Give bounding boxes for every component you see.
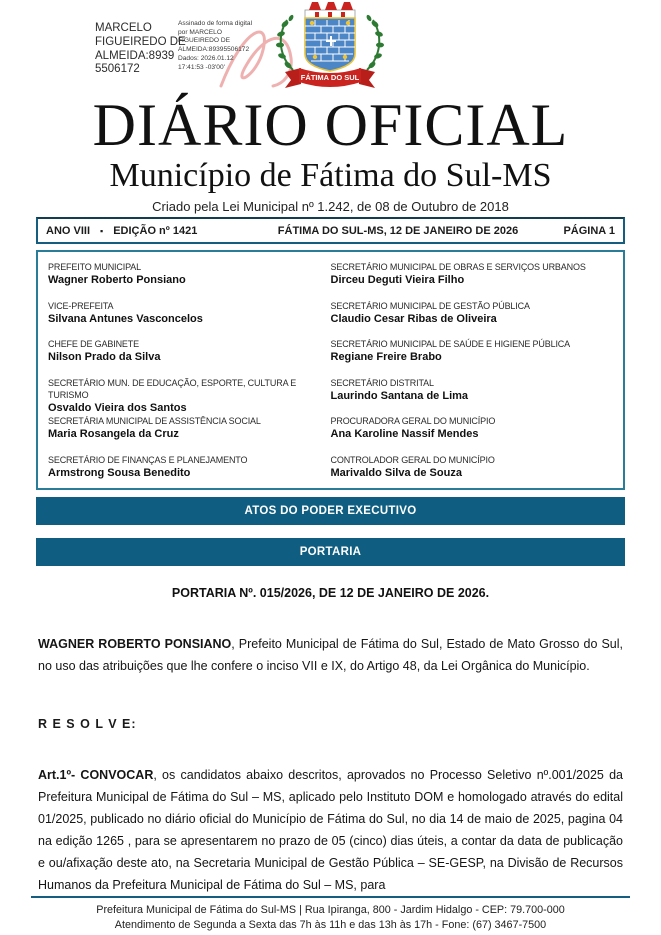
edition-year: ANO VIII [46, 224, 91, 237]
page-footer [31, 896, 630, 933]
official-entry [48, 261, 325, 300]
gazette-subtitle: Município de Fátima do Sul-MS [109, 157, 552, 194]
edition-left [46, 225, 261, 237]
separator-square-icon: ▪ [100, 225, 104, 236]
signer-name: MARCELO FIGUEIREDO DE ALMEIDA:8939 5506172 [95, 22, 186, 76]
official-role: SECRETÁRIO DISTRITAL [330, 377, 434, 388]
edition-bar [36, 217, 625, 244]
section-bar-portaria: PORTARIA [36, 538, 625, 566]
official-name: Armstrong Sousa Benedito [48, 466, 191, 479]
footer-hours-phone: Atendimento de Segunda a Sexta das 7h às 11h e das 13h às 17h - Fone: (67) 3467-7500 [114, 919, 547, 931]
portaria-heading: PORTARIA Nº. 015/2026, DE 12 DE JANEIRO DE 2026. [171, 586, 490, 600]
official-name: Wagner Roberto Ponsiano [48, 274, 186, 286]
official-role: CONTROLADOR GERAL DO MUNICÍPIO [330, 454, 495, 465]
mural-crown-icon [305, 2, 355, 18]
gazette-title: DIÁRIO OFICIAL [92, 92, 569, 158]
signature-details: Assinado de forma digital por MARCELO FIGUEIREDO DE ALMEIDA:89395506172 Dados: 2026.01.12 17:41:53 -03'00' [178, 20, 253, 71]
article-1-bold: Art.1º- CONVOCAR [38, 768, 154, 782]
edition-number: EDIÇÃO nº 1421 [113, 224, 198, 237]
official-entry [331, 261, 608, 300]
official-role: SECRETÁRIA MUNICIPAL DE ASSISTÊNCIA SOCIAL [48, 416, 261, 426]
official-name: Marivaldo Silva de Souza [330, 466, 462, 479]
page-number: PÁGINA 1 [563, 224, 615, 237]
edition-place-date: FÁTIMA DO SUL-MS, 12 DE JANEIRO DE 2026 [277, 224, 519, 237]
official-role: VICE-PREFEITA [48, 300, 114, 311]
official-role: SECRETÁRIO MUNICIPAL DE GESTÃO PÚBLICA [330, 300, 530, 311]
coat-of-arms [271, 0, 389, 94]
official-entry [331, 415, 608, 454]
crest-ribbon-text: FÁTIMA DO SUL [300, 73, 360, 82]
official-name: Osvaldo Vieira dos Santos [48, 401, 187, 414]
footer-address: Prefeitura Municipal de Fátima do Sul-MS | Rua Ipiranga, 800 - Jardim Hidalgo - CEP: 79.700-000 [96, 904, 565, 916]
official-entry [48, 300, 325, 339]
officials-left-column [48, 261, 331, 488]
article-1-text: , os candidatos abaixo descritos, aprovados no Processo Seletivo nº.001/2025 da Prefeitura Municipal de Fátima do Sul – MS, aplicado pelo Instituto DOM e homologado através do edital 01/2025, publicado no diário oficial do Município de Fátima do Sul, no dia 14 de maio de 2025, pagina 04 na edição 1265 , para se apresentarem no prazo de 05 (cinco) dias úteis, a contar da data de publicação e ou/afixação deste ato, na Secretaria Municipal de Gestão Pública – SE-GESP, na Divisão de Recursos Humanos da Prefeitura Municipal de Fátima do Sul – MS, para [38, 768, 623, 892]
digital-signature-block [95, 18, 295, 88]
official-name: Ana Karoline Nassif Mendes [330, 428, 479, 440]
preamble-text: , Prefeito Municipal de Fátima do Sul, Estado de Mato Grosso do Sul, no uso das atribuições que lhe confere o inciso VII e IX, do Artigo 48, da Lei Orgânica do Município. [38, 637, 623, 673]
officials-right-column [331, 261, 614, 488]
official-name: Dirceu Deguti Vieira Filho [330, 274, 465, 286]
paragraph-article-1 [38, 764, 623, 896]
official-role: PROCURADORA GERAL DO MUNICÍPIO [330, 416, 496, 426]
official-name: Nilson Prado da Silva [48, 351, 161, 363]
official-name: Silvana Antunes Vasconcelos [48, 312, 203, 325]
official-entry [48, 338, 325, 377]
official-role: SECRETÁRIO MUNICIPAL DE SAÚDE E HIGIENE PÚBLICA [330, 339, 571, 349]
official-role: SECRETÁRIO MUNICIPAL DE OBRAS E SERVIÇOS URBANOS [330, 262, 586, 272]
official-name: Claudio Cesar Ribas de Oliveira [330, 312, 497, 325]
official-entry [48, 454, 325, 493]
gazette-tagline: Criado pela Lei Municipal nº 1.242, de 08 de Outubro de 2018 [152, 199, 509, 214]
official-role: SECRETÁRIO MUN. DE EDUCAÇÃO, ESPORTE, CULTURA E TURISMO [48, 377, 297, 400]
paragraph-preamble [38, 633, 623, 677]
officials-box [36, 250, 625, 490]
official-entry [331, 300, 608, 339]
section-bar-executive-acts: ATOS DO PODER EXECUTIVO [36, 497, 625, 525]
official-name: Maria Rosangela da Cruz [48, 428, 179, 440]
official-name: Regiane Freire Brabo [330, 351, 442, 363]
mayor-name-bold: WAGNER ROBERTO PONSIANO [38, 637, 232, 651]
official-entry [48, 377, 325, 416]
official-role: PREFEITO MUNICIPAL [48, 262, 141, 272]
official-entry [48, 415, 325, 454]
official-name: Laurindo Santana de Lima [330, 389, 469, 402]
official-entry [331, 454, 608, 493]
shield-icon [305, 18, 355, 71]
resolve-label: R E S O L V E: [38, 717, 137, 731]
official-entry [331, 338, 608, 377]
official-role: SECRETÁRIO DE FINANÇAS E PLANEJAMENTO [48, 454, 248, 465]
official-role: CHEFE DE GABINETE [48, 339, 139, 349]
official-entry [331, 377, 608, 416]
